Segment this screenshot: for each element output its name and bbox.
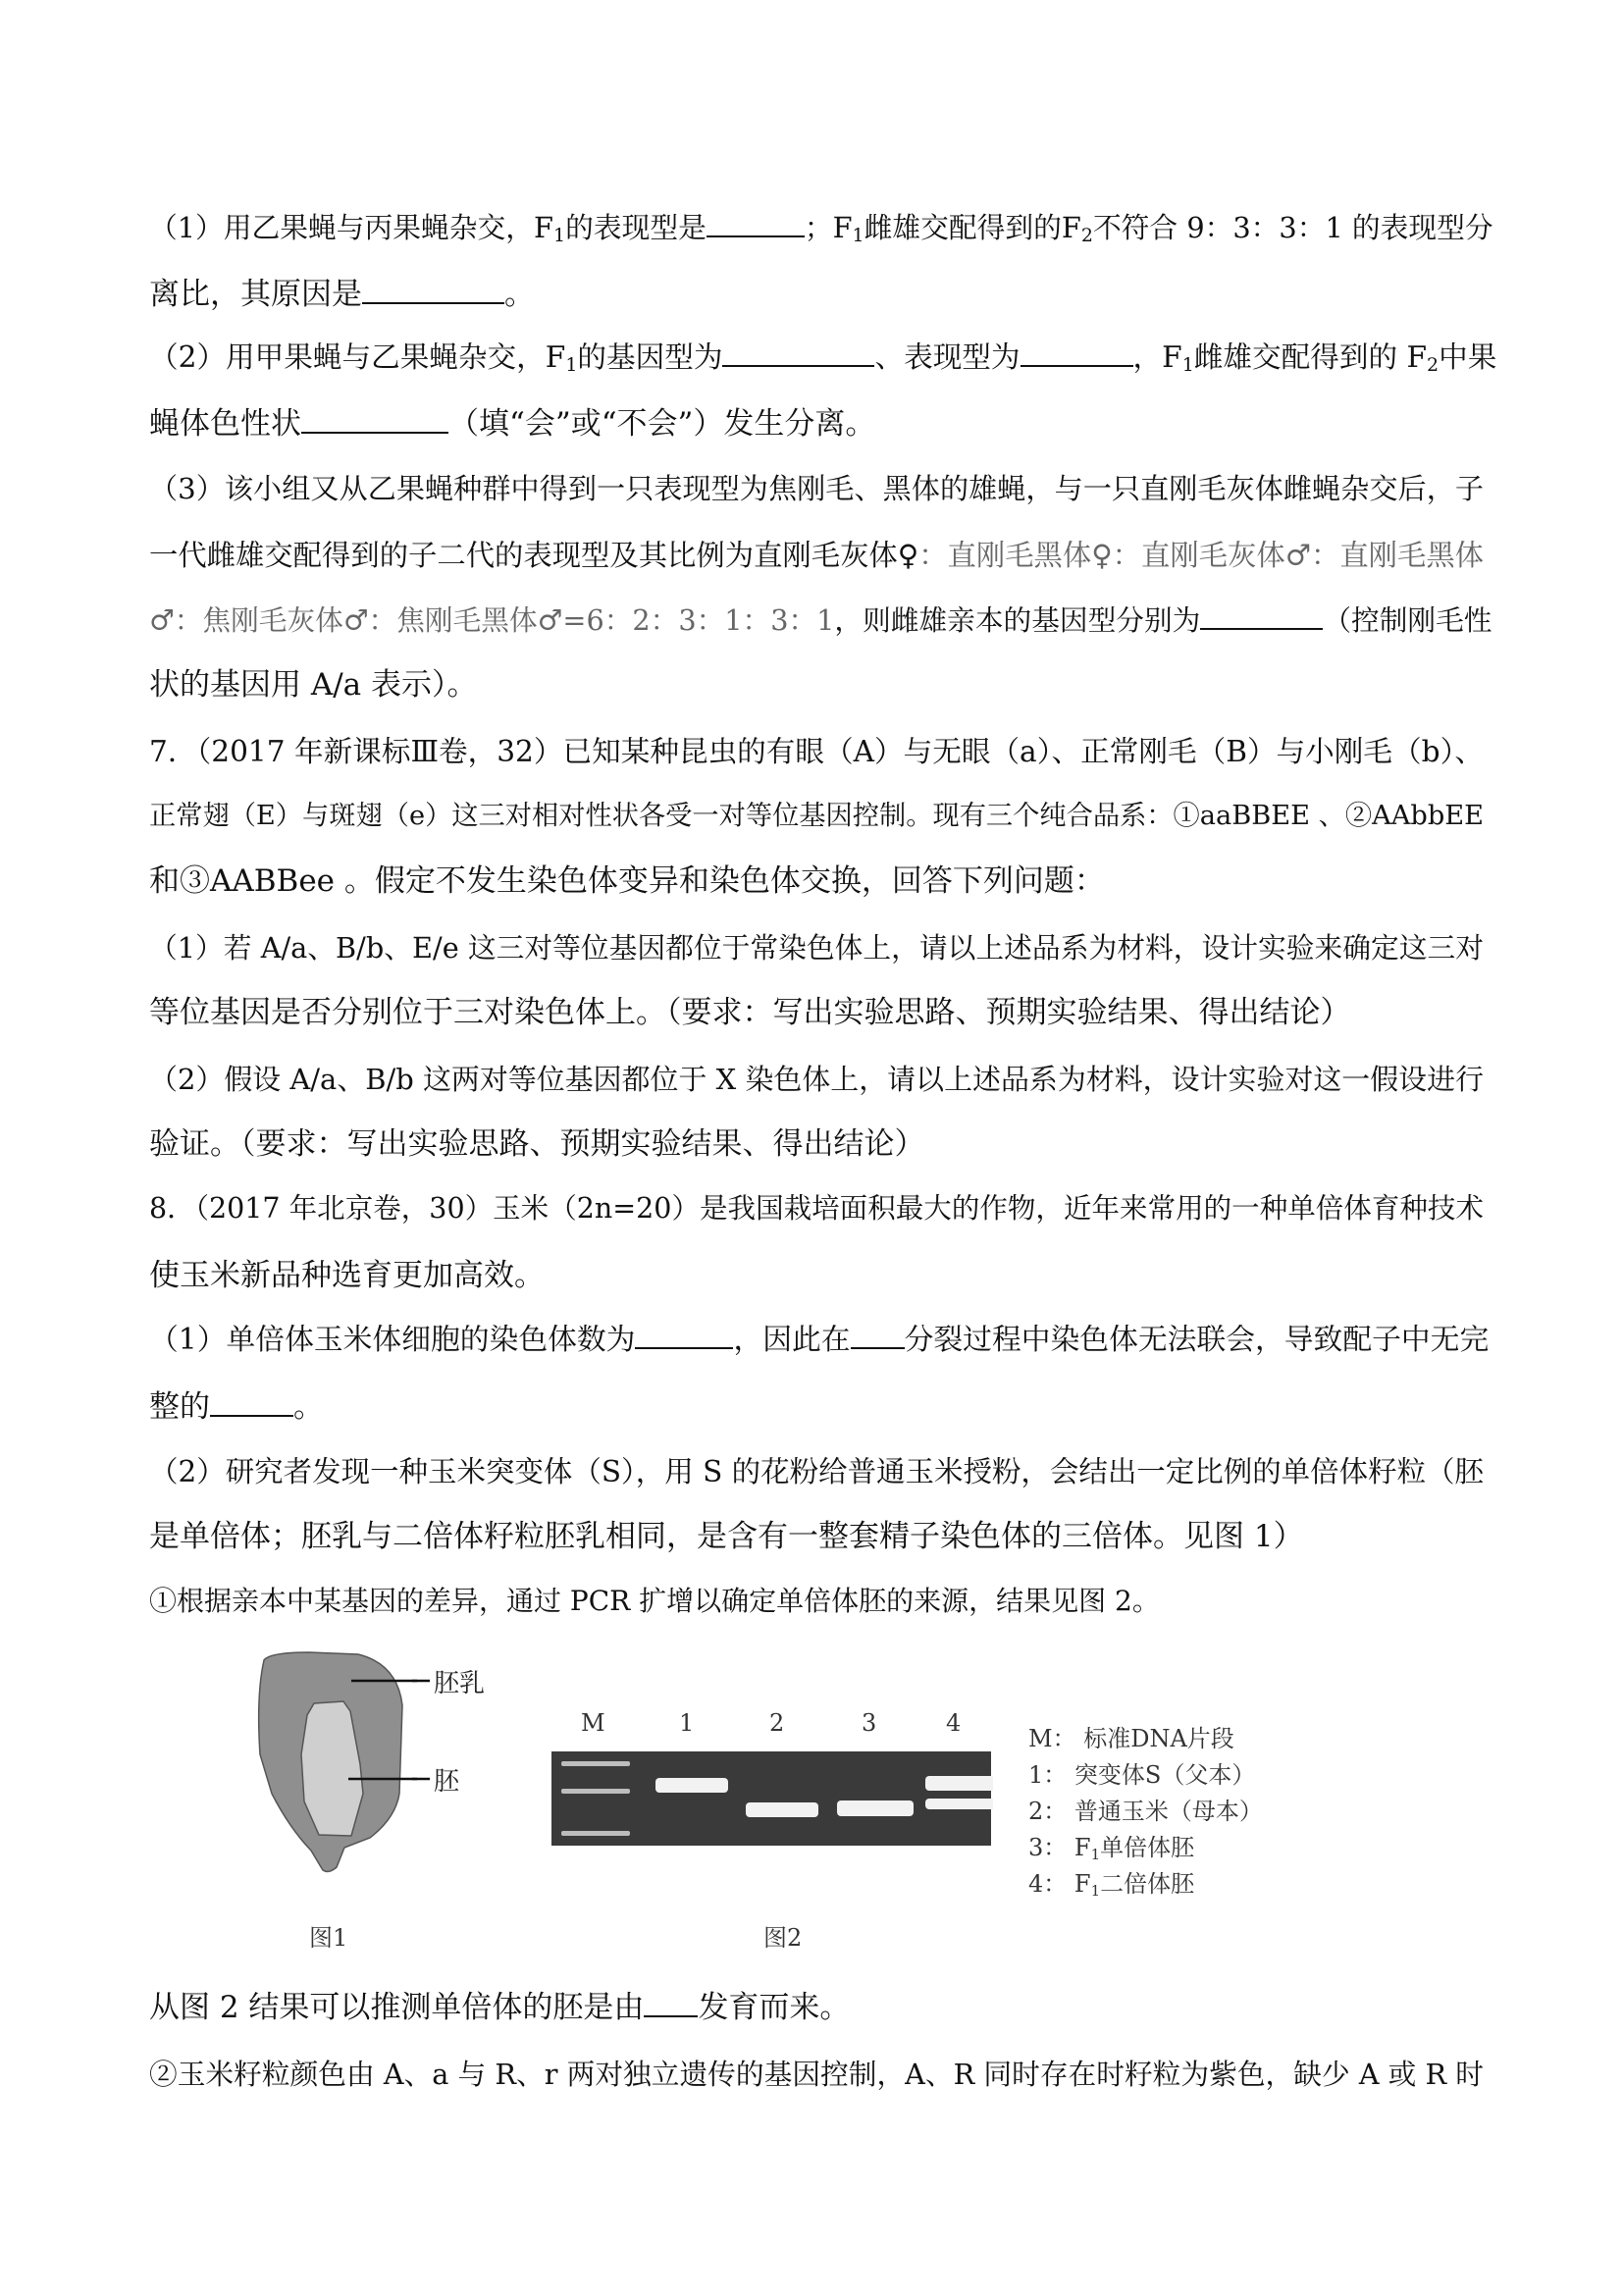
q6-part3-line1: （3）该小组又从乙果蝇种群中得到一只表现型为焦刚毛、黑体的雄蝇，与一只直刚毛灰体雌蝇杂交后，子 [149,472,1484,505]
text: （填“会”或“不会”）发生分离。 [448,406,876,442]
q8-sub1-line2 [149,1387,1484,1427]
marker-band-1 [561,1761,630,1766]
q8-sub1-line1 [149,1321,1490,1360]
q8-line1: 8．（2017 年北京卷，30）玉米（2n=20）是我国栽培面积最大的作物，近年来常用的一种单倍体育种技术 [149,1192,1484,1225]
q6-part1-line1 [149,208,1493,247]
q7-line2 [149,797,1484,836]
text: 不符合 9：3：3：1 的表现型分 [1092,211,1493,244]
text: ，则雌雄亲本的基因型分别为 [834,603,1201,637]
label-endosperm: 胚乳 [434,1669,486,1698]
answer-blank[interactable] [722,339,874,367]
lane-label-4: 4 [946,1709,962,1737]
answer-blank[interactable] [210,1389,293,1417]
text: （控制刚毛性 [1323,603,1492,637]
text: 雌雄交配得到的 F [1193,340,1428,374]
subscript: 2 [1427,354,1440,376]
lane-label-M: M [581,1709,605,1737]
marker-band-2 [561,1789,630,1794]
text: 一代雌雄交配得到的子二代的表现型及其比例为直刚毛灰体♀ [149,539,919,572]
q7-sub2-line2: 验证。（要求：写出实验思路、预期实验结果、得出结论） [149,1126,925,1162]
lane2-band [746,1802,818,1817]
figure1-kernel-diagram [250,1646,417,1882]
q6-part2-line1 [149,338,1497,377]
legend-item-2 [1028,1797,1263,1826]
q7-sub2-line1: （2）假设 A/a、B/b 这两对等位基因都位于 X 染色体上，请以上述品系为材料，设计实验对这一假设进行 [149,1063,1484,1096]
text: 分裂过程中染色体无法联会，导致配子中无完 [904,1323,1490,1357]
q8-sub2-line1: （2）研究者发现一种玉米突变体（S），用 S 的花粉给普通玉米授粉，会结出一定比例的单倍体籽粒（胚 [149,1455,1484,1488]
text: 。 [293,1389,324,1425]
legend-item-4 [1028,1869,1194,1899]
q6-part2-line2 [149,404,1484,444]
answer-blank[interactable] [1200,602,1323,630]
text: （2）用甲果蝇与乙果蝇杂交，F [149,340,566,374]
legend-key: 3： [1028,1834,1068,1861]
q8-sub2-line2: 是单倍体；胚乳与二倍体籽粒胚乳相同，是含有一整套精子染色体的三倍体。见图 1） [149,1519,1304,1554]
text: 正常翅（E）与斑翅（e）这三对相对性状各受一对等位基因控制。现有三个纯合品系： [149,801,1174,831]
gel-electrophoresis [550,1749,993,1848]
legend-text: 单倍体胚 [1100,1834,1195,1861]
text: ；F [804,211,853,244]
text: 中果 [1439,340,1497,374]
label-embryo: 胚 [434,1767,460,1797]
subscript: 2 [1080,225,1093,246]
text: （1）用乙果蝇与丙果蝇杂交，F [149,211,553,244]
text: ，因此在 [733,1323,851,1357]
lane1-band [655,1778,728,1793]
q7-sub1-line2: 等位基因是否分别位于三对染色体上。（要求：写出实验思路、预期实验结果、得出结论） [149,995,1351,1030]
q6-part1-line2 [149,275,1484,314]
subscript: 1 [553,225,566,246]
figure1-caption: 图1 [309,1924,348,1952]
answer-blank[interactable] [301,406,448,434]
subscript: 1 [565,354,578,376]
text: ：直刚毛黑体♀：直刚毛灰体♂：直刚毛黑体 [918,539,1485,572]
legend-item-3 [1028,1833,1194,1862]
text: 从图 2 结果可以推测单倍体的胚是由 [149,1990,645,2025]
legend-key: 1： [1028,1761,1068,1789]
subscript: 1 [1090,1846,1101,1863]
text: 发育而来。 [698,1990,851,2025]
legend-text: 标准DNA片段 [1083,1725,1234,1752]
figure2-caption: 图2 [763,1924,803,1952]
text: 的基因型为 [577,340,723,374]
legend-text: F [1073,1870,1091,1898]
legend-item-M [1028,1724,1234,1753]
legend-key: M： [1028,1725,1076,1752]
lane-label-3: 3 [862,1709,877,1737]
answer-blank[interactable] [635,1322,733,1349]
lane3-band [837,1800,914,1816]
legend-text: F [1073,1834,1091,1861]
q8-sub2-line3: ①根据亲本中某基因的差异，通过 PCR 扩增以确定单倍体胚的来源，结果见图 2。 [149,1585,1160,1617]
answer-blank[interactable] [1021,339,1133,367]
legend-text: 普通玉米（母本） [1073,1798,1263,1825]
leader-extension [412,1668,432,1796]
q6-part3-line3 [149,600,1492,640]
answer-blank[interactable] [362,277,504,304]
subscript: 1 [852,225,864,246]
q8-last-line: ②玉米籽粒颜色由 A、a 与 R、r 两对独立遗传的基因控制，A、R 同时存在时籽粒为紫色，缺少 A 或 R 时 [149,2058,1484,2091]
lane-label-1: 1 [679,1709,695,1737]
legend-key: 4： [1028,1870,1068,1898]
q8-line2: 使玉米新品种选育更加高效。 [149,1258,545,1293]
legend-text: 二倍体胚 [1100,1870,1195,1898]
lane4-upper-band [925,1776,993,1791]
legend-text: 突变体S（父本） [1073,1761,1256,1789]
text: 。 [504,277,535,312]
q6-part3-line2 [149,536,1484,575]
text: 蝇体色性状 [149,406,301,442]
text: ，F [1132,340,1182,374]
q6-part3-line4: 状的基因用 A/a 表示）。 [149,667,478,703]
lane-label-2: 2 [769,1709,785,1737]
q7-line3: 和③AABBee 。假定不发生染色体变异和染色体交换，回答下列问题： [149,863,1105,899]
text: 、表现型为 [874,340,1021,374]
answer-blank[interactable] [644,1990,698,2017]
answer-blank[interactable] [851,1322,905,1349]
q7-sub1-line1: （1）若 A/a、B/b、E/e 这三对等位基因都位于常染色体上，请以上述品系为材料，设计实验来确定这三对 [149,931,1484,965]
text: 离比，其原因是 [149,277,362,312]
q8-after-figure-line [149,1988,1484,2027]
subscript: 1 [1181,354,1194,376]
lane4-lower-band [925,1799,993,1809]
text: （1）单倍体玉米体细胞的染色体数为 [149,1323,636,1357]
text: 整的 [149,1389,210,1425]
subscript: 1 [1090,1882,1101,1900]
text: ①aaBBEE 、②AAbbEE [1173,801,1485,831]
text: 雌雄交配得到的F [864,211,1081,244]
text: 的表现型是 [565,211,707,244]
q7-line1: 7．（2017 年新课标Ⅲ卷，32）已知某种昆虫的有眼（A）与无眼（a）、正常刚毛（B）与小刚毛（b）、 [149,735,1484,768]
legend-key: 2： [1028,1798,1068,1825]
legend-item-1 [1028,1760,1255,1790]
marker-band-3 [561,1831,630,1836]
text: ♂：焦刚毛灰体♂：焦刚毛黑体♂=6：2：3：1：3：1 [149,603,835,637]
answer-blank[interactable] [707,210,805,237]
